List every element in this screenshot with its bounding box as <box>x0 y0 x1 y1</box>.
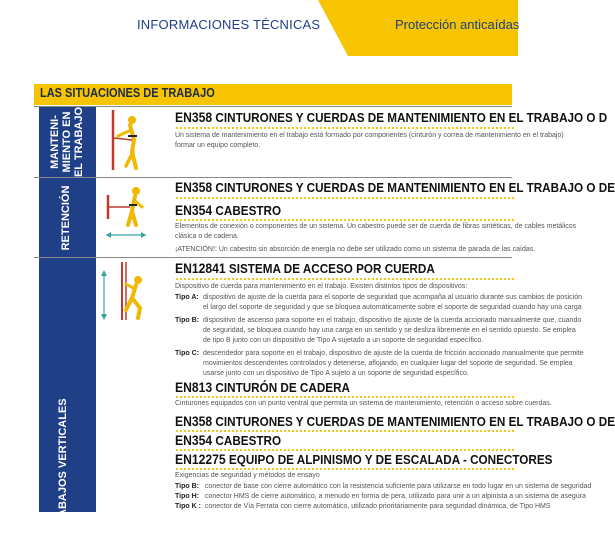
section-title-en12841 <box>175 261 435 276</box>
worker-rope-access-icon <box>102 262 152 322</box>
section-description: Cinturones equipados con un punto ventral que permita un sistema de mantenimiento, retención o acceso sobre cuerdas. <box>175 400 552 407</box>
type-a-text: dispositivo de ajuste de la cuerda para el soporte de seguridad que acompaña al usuario durante sus cambios de posición <box>203 294 583 301</box>
dotted-divider <box>175 396 515 398</box>
norm-code: EN358 <box>175 414 213 429</box>
section-description: Exigencias de seguridad y métodos de ensayo <box>175 472 320 479</box>
sidebar-label-retencion: RETENCIÓN <box>60 185 72 251</box>
norm-title: CINTURONES Y CUERDAS DE MANTENIMIENTO EN EL TRABAJO O DE <box>215 180 615 195</box>
dotted-divider <box>175 430 515 432</box>
dotted-divider <box>175 219 515 221</box>
type-k-text: conector de Vía Ferrata con cierre automático, utilizado prioritariamente para seguridad dinámica, de Tipo HMS <box>205 503 551 510</box>
section-description: formar un equipo completo. <box>175 142 261 149</box>
worker-retention-icon <box>102 185 150 241</box>
situations-title: LAS SITUACIONES DE TRABAJO <box>40 86 215 100</box>
norm-title: SISTEMA DE ACCESO POR CUERDA <box>228 261 435 276</box>
sidebar-retencion <box>39 178 96 257</box>
warning-text: ¡ATENCIÓN!: Un cabestro sin absorción de energía no debe ser utilizado como un sistema de parada de las caídas. <box>175 246 536 253</box>
section-description: Dispositivo de cuerda para mantenimiento en el trabajo. Existen distintos tipos de dispositivos: <box>175 283 468 290</box>
dotted-divider <box>175 468 515 470</box>
situations-title-bar <box>34 84 512 105</box>
norm-code: EN12841 <box>175 261 226 276</box>
type-a-label: Tipo A: <box>175 294 199 301</box>
norm-title: CABESTRO <box>215 203 282 218</box>
section-title-en354 <box>175 203 281 218</box>
type-b-label: Tipo B: <box>175 483 199 490</box>
sidebar-mantenimiento <box>39 107 96 177</box>
section-title-en354 <box>175 433 281 448</box>
dotted-divider <box>175 449 515 451</box>
sidebar-label-verticales: TRABAJOS VERTICALES <box>57 398 69 532</box>
norm-title: CINTURÓN DE CADERA <box>215 380 350 395</box>
norm-code: EN358 <box>175 110 213 125</box>
sidebar-label-mantenimiento: MANTENI- MIENTO EN EL TRABAJO <box>49 106 85 178</box>
norm-code: EN12275 <box>175 452 226 467</box>
norm-title: EQUIPO DE ALPINISMO Y DE ESCALADA - CONECTORES <box>228 452 553 467</box>
header-right-title: Protección anticaídas <box>395 17 520 32</box>
type-c-text: movimientos descendentes controlados y detenerse, aflojando, en cualquier lugar del soporte de seguridad. Se emplea <box>203 360 573 367</box>
type-a-text: el largo del soporte de seguridad y que se bloquea automáticamente sobre el soporte de seguridad cuando hay una carga <box>203 304 582 311</box>
norm-code: EN354 <box>175 433 213 448</box>
type-b-text: de tipo B junto con un dispositivo de Tipo A sujetado a un soporte de seguridad específico. <box>203 337 484 344</box>
norm-title: CABESTRO <box>215 433 282 448</box>
type-b-text: conector de base con cierre automático con la resistencia suficiente para utilizarse en todo lugar en un sistema de seguridad <box>205 483 592 490</box>
dotted-divider <box>175 278 515 280</box>
type-c-label: Tipo C: <box>175 350 199 357</box>
dotted-divider <box>175 197 515 199</box>
sidebar-verticales <box>39 258 96 532</box>
type-c-text: descendedor para soporte en el trabajo, dispositivo de ajuste de la cuerda de fricción accionado manualmente que permite <box>203 350 584 357</box>
norm-code: EN813 <box>175 380 213 395</box>
norm-title: CINTURONES Y CUERDAS DE MANTENIMIENTO EN EL TRABAJO O D <box>215 110 608 125</box>
norm-code: EN358 <box>175 180 213 195</box>
type-k-label: Tipo K : <box>175 503 201 510</box>
type-b-label: Tipo B: <box>175 317 199 324</box>
type-b-text: dispositivo de ascenso para soporte en el trabajo, dispositivo de ajuste de la cuerda accionado manualmente que, cuando <box>203 317 582 324</box>
section-description: Elementos de conexión o componentes de un sistema. Un cabestro puede ser de cuerda de fibras sintéticas, de cables metálicos <box>175 223 577 230</box>
section-title-en813 <box>175 380 350 395</box>
type-b-text: de seguridad, se bloquea cuando hay una carga en un sentido y se desliza libremente en el sentido opuesto. Se emplea <box>203 327 576 334</box>
divider <box>34 106 512 107</box>
worker-maintenance-icon <box>106 110 150 172</box>
norm-code: EN354 <box>175 203 213 218</box>
type-c-text: usarse junto con un dispositivo de Tipo A sujeto a un soporte de seguridad específico. <box>203 370 469 377</box>
type-h-label: Tipo H: <box>175 493 199 500</box>
section-title-en358 <box>175 180 615 195</box>
header-left-title: INFORMACIONES TÉCNICAS <box>137 17 321 32</box>
section-description: clásica o de cadena. <box>175 233 239 240</box>
section-description: Un sistema de mantenimiento en el trabajo está formado por componentes (cinturón y correa de mantenimiento en el trabajo) <box>175 132 564 139</box>
section-title-en358 <box>175 414 615 429</box>
divider <box>34 257 512 258</box>
type-h-text: conector HMS de cierre automático, a menudo en forma de pera, utilizado para unir a un alpinista a un sistema de asegura <box>205 493 586 500</box>
section-title-en358 <box>175 110 607 125</box>
section-title-en12275 <box>175 452 552 467</box>
norm-title: CINTURONES Y CUERDAS DE MANTENIMIENTO EN EL TRABAJO O DE <box>215 414 615 429</box>
dotted-divider <box>175 127 515 129</box>
divider <box>34 177 512 178</box>
